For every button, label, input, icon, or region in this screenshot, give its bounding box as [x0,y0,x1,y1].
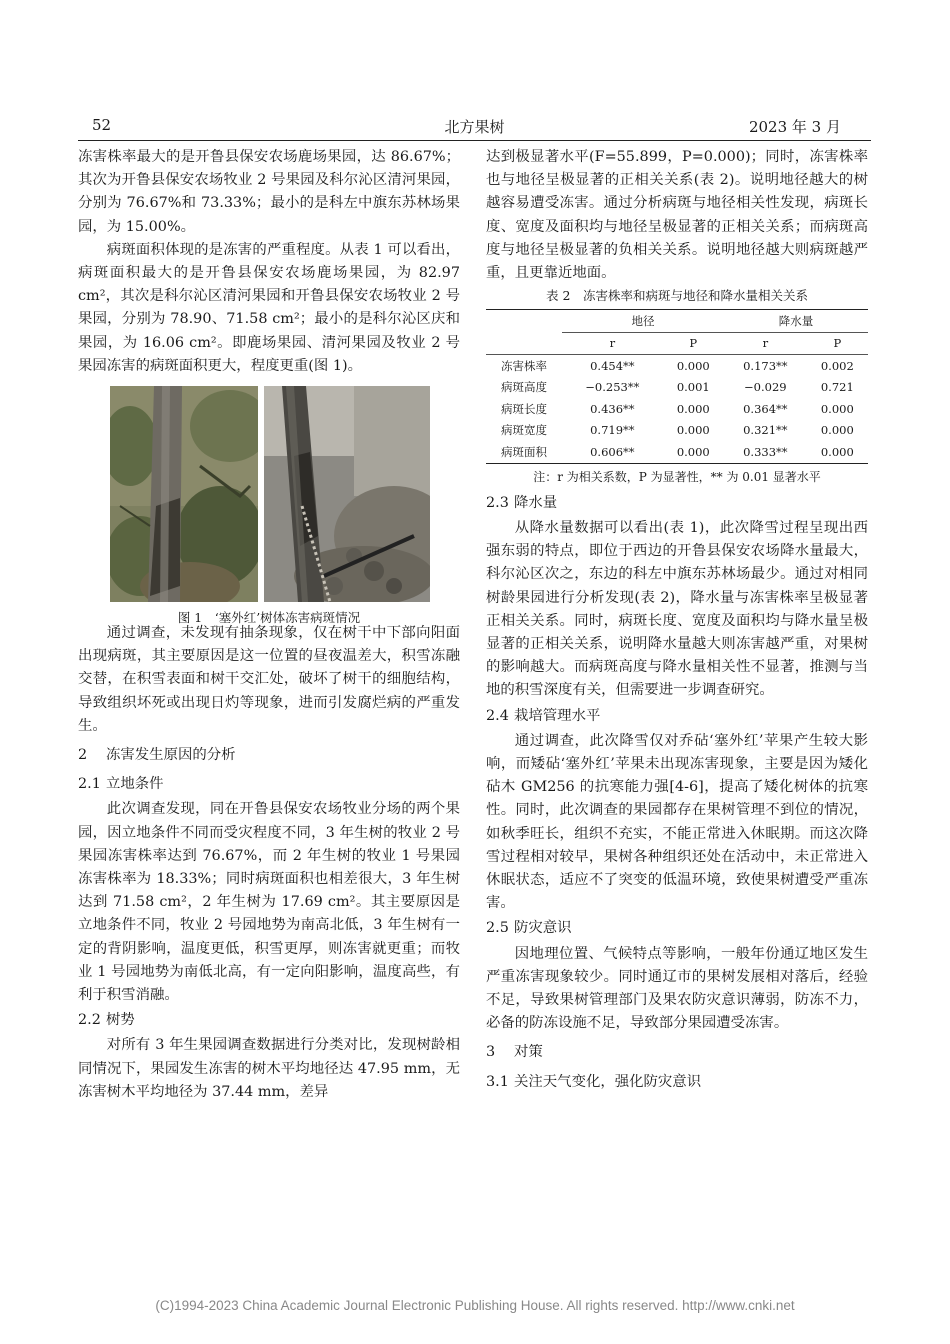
tree-trunk-photo-right [264,386,430,602]
table-header-row [486,310,868,333]
tree-trunk-photo-left [110,386,258,602]
subsection-heading [78,773,460,796]
section-title: 对策 [514,1044,543,1061]
table-note: 注：r 为相关系数，P 为显著性，** 为 0.01 显著水平 [533,469,821,484]
table-corner [486,332,562,355]
col-header: P [807,332,868,355]
subsection-number: 3.1 [486,1073,509,1090]
copyright-footer: (C)1994-2023 China Academic Journal Electronic Publishing House. All rights reserved. http://www.cnki.net [155,1298,795,1313]
table-cell: 0.364** [743,401,788,416]
right-column [486,146,868,1096]
paragraph: 因地理位置、气候特点等影响，一般年份通辽地区发生严重冻害现象较少。同时通辽市的果树发展相对落后，经验不足，导致果树管理部门及果农防灾意识薄弱，防冻不力，必备的防冻设施不足，导致部分果园遭受冻害。 [486,945,868,1032]
table-corner [486,310,562,333]
table-cell: 0.333** [724,441,807,463]
table-cell: 0.454** [590,358,635,373]
table-cell: −0.029 [744,380,787,395]
subsection-heading [78,1009,460,1032]
table-cell: −0.253** [585,380,640,395]
table-cell: 0.173** [743,358,788,373]
left-column [78,146,460,1104]
correlation-table [486,309,868,464]
paragraph: 此次调查发现，同在开鲁县保安农场牧业分场的两个果园，因立地条件不同而受灾程度不同，3 年生树的牧业 2 号果园冻害株率达到 76.67%，而 2 年生树的牧业 1 号果园冻害株率为 18.33%；同时病斑面积也相差很大，3 年生树达到 71.58 cm²，2 年生树为 17.69 cm²。其主要原因是立地条件不同，牧业 2 号园地势为南高北低，3 年生树有一定的背阴影响，温度更低，积雪更厚，则冻害就更重；而牧业 1 号园地势为南低北高，有一定向阳影响，温度高些，有利于积雪消融。 [78,801,460,1004]
table-cell: 0.719** [590,423,635,438]
subsection-heading [486,1071,868,1094]
section-number: 3 [486,1044,496,1061]
subsection-title: 栽培管理水平 [514,707,601,724]
row-label: 病斑长度 [501,401,547,416]
figure-caption: 图 1 ‘塞外红’树体冻害病斑情况 [177,610,361,626]
table-row [486,398,868,420]
paragraph: 冻害株率最大的是开鲁县保安农场鹿场果园，达 86.67%；其次为开鲁县保安农场牧业 2 号果园及科尔沁区清河果园，分别为 76.67%和 73.33%；最小的是科左中旗东苏林场果园，为 15.00%。 [78,149,460,235]
subsection-heading [486,705,868,728]
paragraph: 从降水量数据可以看出(表 1)，此次降雪过程呈现出西强东弱的特点，即位于西边的开鲁县保安农场降水量最大，科尔沁区次之，东边的科左中旗东苏林场最少。通过对相同树龄果园进行分析发现(表 2)，降水量与冻害株率呈极显著正相关关系。同时，病斑长度、宽度及面积均与降水量呈极显著的正相关关系，说明降水量越大则冻害越严重，对果树的影响越大。而病斑高度与降水量相关性不显著，推测与当地的积雪深度有关，但需要进一步调查研究。 [486,519,868,699]
row-label: 冻害株率 [501,358,547,373]
table-cell: 0.000 [676,401,710,416]
table-cell: 0.321** [743,423,788,438]
subsection-number: 2.4 [486,707,509,724]
subsection-number: 2.2 [78,1012,101,1029]
section-heading [78,744,460,767]
table-cell: 0.606** [562,441,663,463]
header-rule [78,140,871,141]
page-number: 52 [92,116,112,134]
journal-title: 北方果树 [444,118,505,136]
section-heading [486,1041,868,1064]
row-label: 病斑高度 [501,380,547,395]
subsection-title: 树势 [106,1012,135,1029]
subsection-title: 关注天气变化，强化防灾意识 [514,1073,702,1090]
table-row [486,420,868,442]
subsection-number: 2.1 [78,776,101,793]
table-cell: 0.000 [820,423,854,438]
subsection-heading [486,492,868,515]
section-number: 2 [78,747,88,764]
table-cell: 0.002 [820,358,854,373]
row-label: 病斑面积 [486,441,562,463]
subsection-title: 降水量 [514,494,558,511]
subsection-title: 立地条件 [106,776,164,793]
paragraph: 病斑面积体现的是冻害的严重程度。从表 1 可以看出，病斑面积最大的是开鲁县保安农场鹿场果园，为 82.97 cm²，其次是科尔沁区清河果园和开鲁县保安农场牧业 2 号果园，分别为 78.90、71.58 cm²；最小的是科尔沁区庆和果园，为 16.06 cm²。即鹿场果园、清河果园及牧业 2 号果园冻害的病斑面积更大，程度更重(图 1)。 [78,241,460,374]
table-cell: 0.000 [676,358,710,373]
row-label: 病斑宽度 [501,423,547,438]
group-header-precipitation: 降水量 [724,310,868,333]
col-header: P [663,332,724,355]
table-row [486,355,868,377]
paragraph: 通过调查，未发现有抽条现象，仅在树干中下部向阳面出现病斑，其主要原因是这一位置的昼夜温差大，积雪冻融交替，在积雪表面和树干交汇处，破坏了树干的细胞结构，导致组织坏死或出现日灼等现象，进而引发腐烂病的严重发生。 [78,625,460,734]
table-row [486,441,868,463]
col-header: r [562,332,663,355]
subsection-title: 防灾意识 [514,920,572,937]
table-cell: 0.000 [820,401,854,416]
figure-1 [78,386,460,626]
table-cell: 0.000 [807,441,868,463]
group-header-diameter: 地径 [562,310,724,333]
paragraph: 达到极显著水平(F=55.899，P=0.000)；同时，冻害株率也与地径呈极显著的正相关关系(表 2)。说明地径越大的树越容易遭受冻害。通过分析病斑与地径相关性发现，病斑长度、宽度及面积均与地径呈极显著的正相关关系；而病斑高度与地径呈极显著的负相关关系。说明地径越大则病斑越严重，且更靠近地面。 [486,149,868,282]
table-cell: 0.001 [676,380,710,395]
col-header: r [724,332,807,355]
table-caption: 表 2 冻害株率和病斑与地径和降水量相关关系 [546,288,808,304]
issue-date: 2023 年 3 月 [748,118,841,136]
page-header [78,116,871,140]
paragraph: 对所有 3 年生果园调查数据进行分类对比，发现树龄相同情况下，果园发生冻害的树木平均地径达 47.95 mm，无冻害树木平均地径为 37.44 mm，差异 [78,1037,460,1100]
paragraph: 通过调查，此次降雪仅对乔砧‘塞外红’苹果产生较大影响，而矮砧‘塞外红’苹果未出现冻害现象，主要是因为矮化砧木 GM256 的抗寒能力强[4-6]，提高了矮化树体的抗寒性。同时，此次调查的果园都存在果树管理不到位的情况，如秋季旺长，组织不充实，不能正常进入休眠期。而这次降雪过程相对较早，果树各种组织还处在活动中，未正常进入休眠状态，适应不了突变的低温环境，致使果树遭受严重冻害。 [486,732,868,912]
table-cell: 0.721 [820,380,854,395]
table-cell: 0.000 [676,423,710,438]
section-title: 冻害发生原因的分析 [106,747,236,764]
table-subheader-row [486,332,868,355]
subsection-number: 2.3 [486,494,509,511]
table-cell: 0.436** [590,401,635,416]
table-row [486,377,868,399]
subsection-number: 2.5 [486,920,509,937]
subsection-heading [486,917,868,940]
table-cell: 0.000 [663,441,724,463]
